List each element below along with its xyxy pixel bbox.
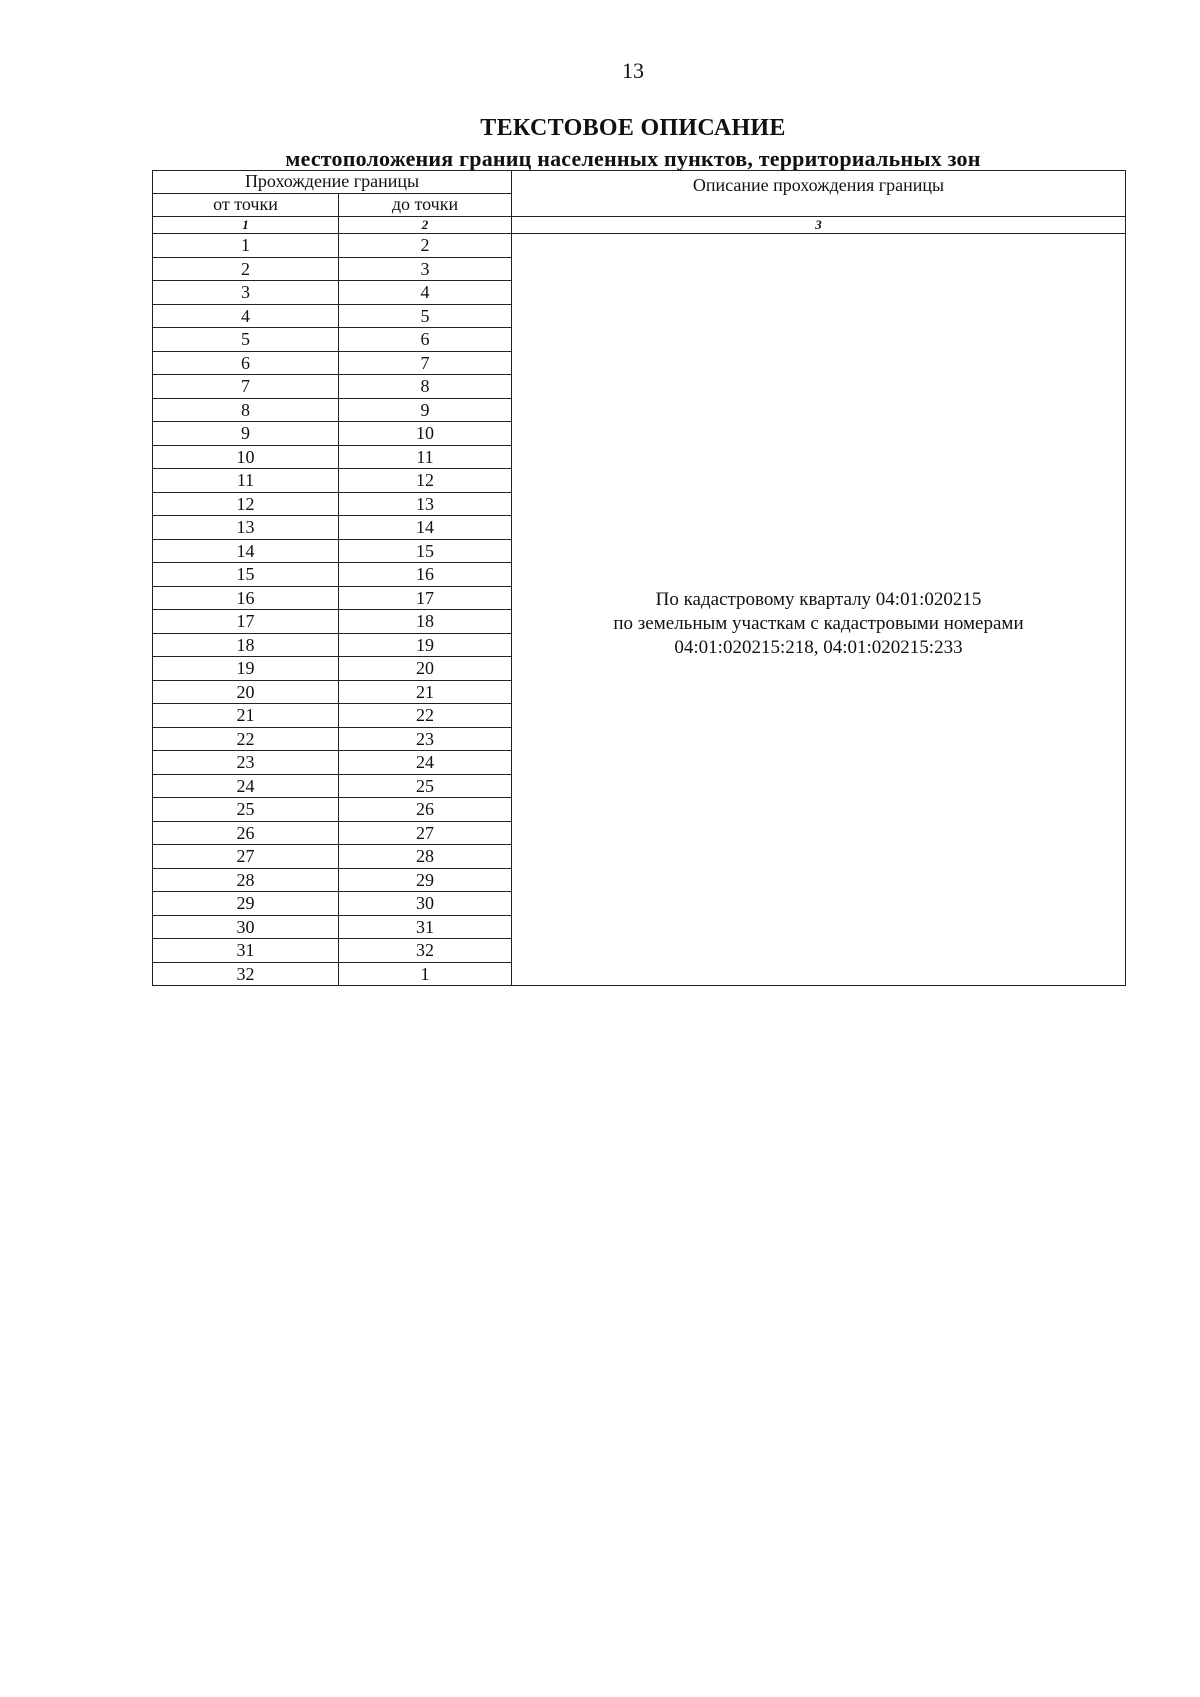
from-point-cell: 7	[153, 375, 339, 399]
column-number-2: 2	[339, 217, 512, 234]
page-number: 13	[622, 58, 644, 83]
to-point-cell: 17	[339, 586, 512, 610]
header-boundary-description: Описание прохождения границы	[512, 171, 1126, 217]
from-point-cell: 21	[153, 704, 339, 728]
from-point-cell: 15	[153, 563, 339, 587]
to-point-cell: 21	[339, 680, 512, 704]
table-body	[153, 234, 1126, 986]
description-line: по земельным участкам с кадастровыми номерами	[613, 613, 1024, 634]
document-subtitle: местоположения границ населенных пунктов, территориальных зон	[285, 146, 981, 171]
from-point-cell: 16	[153, 586, 339, 610]
from-point-cell: 9	[153, 422, 339, 446]
to-point-cell: 5	[339, 304, 512, 328]
from-point-cell: 4	[153, 304, 339, 328]
to-point-cell: 10	[339, 422, 512, 446]
to-point-cell: 2	[339, 234, 512, 258]
to-point-cell: 12	[339, 469, 512, 493]
document-title: ТЕКСТОВОЕ ОПИСАНИЕ	[480, 115, 786, 141]
to-point-cell: 23	[339, 727, 512, 751]
from-point-cell: 18	[153, 633, 339, 657]
to-point-cell: 28	[339, 845, 512, 869]
boundary-description-cell	[512, 234, 1126, 986]
from-point-cell: 30	[153, 915, 339, 939]
to-point-cell: 1	[339, 962, 512, 986]
column-number-3: 3	[512, 217, 1126, 234]
to-point-cell: 29	[339, 868, 512, 892]
from-point-cell: 1	[153, 234, 339, 258]
to-point-cell: 15	[339, 539, 512, 563]
to-point-cell: 11	[339, 445, 512, 469]
from-point-cell: 22	[153, 727, 339, 751]
to-point-cell: 14	[339, 516, 512, 540]
from-point-cell: 31	[153, 939, 339, 963]
from-point-cell: 29	[153, 892, 339, 916]
header-boundary-passage: Прохождение границы	[153, 171, 512, 194]
header-from-point: от точки	[153, 194, 339, 217]
to-point-cell: 32	[339, 939, 512, 963]
description-line: 04:01:020215:218, 04:01:020215:233	[674, 637, 963, 658]
from-point-cell: 19	[153, 657, 339, 681]
to-point-cell: 22	[339, 704, 512, 728]
from-point-cell: 32	[153, 962, 339, 986]
to-point-cell: 25	[339, 774, 512, 798]
to-point-cell: 8	[339, 375, 512, 399]
from-point-cell: 27	[153, 845, 339, 869]
from-point-cell: 26	[153, 821, 339, 845]
from-point-cell: 17	[153, 610, 339, 634]
to-point-cell: 9	[339, 398, 512, 422]
from-point-cell: 23	[153, 751, 339, 775]
column-number-1: 1	[153, 217, 339, 234]
to-point-cell: 13	[339, 492, 512, 516]
header-to-point: до точки	[339, 194, 512, 217]
description-line: По кадастровому кварталу 04:01:020215	[655, 589, 982, 610]
to-point-cell: 16	[339, 563, 512, 587]
from-point-cell: 5	[153, 328, 339, 352]
from-point-cell: 24	[153, 774, 339, 798]
from-point-cell: 8	[153, 398, 339, 422]
to-point-cell: 4	[339, 281, 512, 305]
to-point-cell: 24	[339, 751, 512, 775]
to-point-cell: 27	[339, 821, 512, 845]
from-point-cell: 14	[153, 539, 339, 563]
from-point-cell: 28	[153, 868, 339, 892]
to-point-cell: 20	[339, 657, 512, 681]
from-point-cell: 3	[153, 281, 339, 305]
from-point-cell: 12	[153, 492, 339, 516]
to-point-cell: 19	[339, 633, 512, 657]
to-point-cell: 7	[339, 351, 512, 375]
to-point-cell: 30	[339, 892, 512, 916]
to-point-cell: 3	[339, 257, 512, 281]
to-point-cell: 26	[339, 798, 512, 822]
boundary-table	[152, 170, 1126, 986]
table-row	[153, 234, 1126, 258]
to-point-cell: 31	[339, 915, 512, 939]
from-point-cell: 20	[153, 680, 339, 704]
to-point-cell: 18	[339, 610, 512, 634]
from-point-cell: 2	[153, 257, 339, 281]
from-point-cell: 10	[153, 445, 339, 469]
from-point-cell: 13	[153, 516, 339, 540]
to-point-cell: 6	[339, 328, 512, 352]
from-point-cell: 6	[153, 351, 339, 375]
from-point-cell: 11	[153, 469, 339, 493]
from-point-cell: 25	[153, 798, 339, 822]
